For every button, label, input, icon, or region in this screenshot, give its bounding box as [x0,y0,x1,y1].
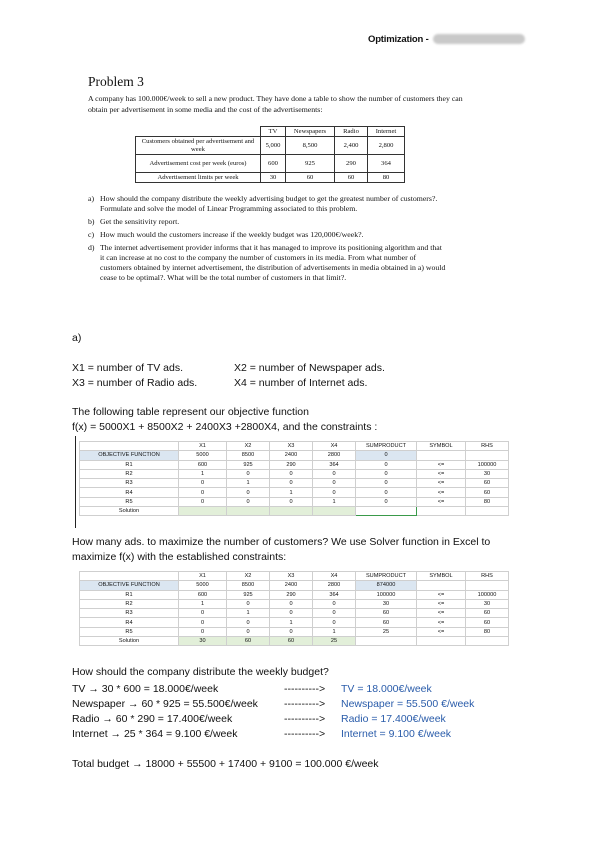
objective-intro: The following table represent our objective function [72,406,309,418]
table-cell: 100000 [466,460,509,469]
table-header: X2 [227,572,270,581]
table-cell: 1 [313,497,356,506]
objective-formula: f(x) = 5000X1 + 8500X2 + 2400X3 +2800X4, and the constraints : [72,421,378,433]
table-cell [80,572,179,581]
table-cell: 0 [356,469,417,478]
table-cell: 0 [313,488,356,497]
table-cell: 100000 [466,590,509,599]
table-cell: 1 [179,599,227,608]
table-cell: 60 [227,637,270,646]
table-cell: 2800 [313,581,356,590]
table-cell: 0 [356,479,417,488]
table-cell: 364 [313,590,356,599]
table-cell: 1 [179,469,227,478]
table-header: X4 [313,442,356,451]
table-cell: 25 [356,627,417,636]
table-row [80,618,509,627]
table-cell [417,581,466,590]
table-cell: 0 [313,599,356,608]
problem-title: Problem 3 [88,74,144,89]
table-cell: 0 [179,618,227,627]
table-cell: R3 [80,609,179,618]
arrow-internet: ----------> [284,728,326,740]
table-cell: 0 [270,627,313,636]
item-text: The internet advertisement provider informs that it has managed to improve its positioning algorithm and that it can increase at no cost to the company the number of customers in its media. From what number of customers obtained by internet advertisement, the distribution of advertisements in media obtained in a) would cease to be optimal?. What will be the total number of customers in that limit?. [100,243,446,282]
table-cell: 0 [227,488,270,497]
table-row [136,127,405,137]
table-cell: 364 [368,155,405,173]
table-cell [417,451,466,460]
table-cell: 1 [270,618,313,627]
table-cell: 100000 [356,590,417,599]
var-x4: X4 = number of Internet ads. [234,377,368,389]
table-header: RHS [466,442,509,451]
table-cell: <= [417,609,466,618]
table-cell: Customers obtained per advertisement and week [136,137,261,155]
table-header: X1 [179,442,227,451]
table-row [80,497,509,506]
table-cell [80,442,179,451]
table-cell: <= [417,618,466,627]
table-cell: 925 [227,590,270,599]
table-cell: 0 [179,488,227,497]
table-header: RHS [466,572,509,581]
table-cell: 2400 [270,581,313,590]
table-cell: 600 [179,460,227,469]
table-cell: 8,500 [286,137,335,155]
table-header: Radio [335,127,368,137]
table-cell [179,507,227,516]
table-cell: <= [417,488,466,497]
table-cell: <= [417,460,466,469]
table-cell: 0 [270,497,313,506]
table-cell: R3 [80,479,179,488]
item-text: How should the company distribute the weekly advertising budget to get the greatest number of customers?. Formulate and solve the model of Linear Programming associated to this problem. [100,194,438,213]
table-cell: 0 [313,618,356,627]
table-cell [313,507,356,516]
table-cell: 60 [466,618,509,627]
table-cell: 0 [179,479,227,488]
table-header: SYMBOL [417,442,466,451]
table-header: X3 [270,572,313,581]
table-cell: 25 [313,637,356,646]
table-row [80,609,509,618]
table-row [80,442,509,451]
table-cell: 60 [270,637,313,646]
table-row [80,469,509,478]
table-header: X1 [179,572,227,581]
table-cell: 290 [270,590,313,599]
table-cell: 290 [270,460,313,469]
table-cell: 5000 [179,451,227,460]
table-row [80,451,509,460]
table-cell: 0 [356,451,417,460]
table-row [136,137,405,155]
table-header: TV [261,127,286,137]
solver-intro-line1 [72,535,527,565]
list-item [88,217,448,227]
table-cell: 364 [313,460,356,469]
var-x2: X2 = number of Newspaper ads. [234,362,385,374]
table-cell: 60 [356,618,417,627]
table-cell: 0 [313,609,356,618]
table-row [80,572,509,581]
list-item [88,243,448,283]
table-cell: 60 [466,609,509,618]
table-cell: <= [417,497,466,506]
table-cell: OBJECTIVE FUNCTION [80,451,179,460]
table-cell: 2,400 [335,137,368,155]
calc-radio: Radio → 60 * 290 = 17.400€/week [72,713,233,725]
table-cell: <= [417,627,466,636]
problem-intro: A company has 100.000€/week to sell a new product. They have done a table to show the number of customers they can obtain per advertisement in some media and the cost of the advertisements: [88,94,463,114]
table-cell [466,507,509,516]
table-cell: 1 [227,609,270,618]
table-cell: 60 [286,173,335,183]
table-row [80,581,509,590]
table-cell: 0 [179,497,227,506]
table-cell [136,127,261,137]
result-tv: TV = 18.000€/week [341,683,432,695]
table-cell: 0 [227,599,270,608]
item-text: How much would the customers increase if the weekly budget was 120,000€/week?. [100,230,364,239]
table-cell: 1 [227,479,270,488]
table-header: X2 [227,442,270,451]
list-item [88,194,448,214]
table-cell: <= [417,590,466,599]
result-internet: Internet = 9.100 €/week [341,728,452,740]
excel-table-initial [79,441,509,516]
table-cell: 8500 [227,451,270,460]
table-cell: 0 [227,469,270,478]
table-row [80,627,509,636]
table-cell: 2,800 [368,137,405,155]
distribution-question: How should the company distribute the weekly budget? [72,666,329,678]
arrow-radio: ----------> [284,713,326,725]
table-cell: 30 [179,637,227,646]
list-item [88,230,448,240]
table-cell: 5000 [179,581,227,590]
table-cell: 1 [313,627,356,636]
page-header [368,34,525,45]
item-letter: c) [88,230,95,239]
table-cell: R1 [80,590,179,599]
table-cell [356,637,417,646]
table-cell: 0 [270,469,313,478]
table-cell: 600 [261,155,286,173]
table-cell: 8500 [227,581,270,590]
question-list [88,194,448,286]
table-cell [417,507,466,516]
table-header: X3 [270,442,313,451]
table-cell: <= [417,469,466,478]
table-cell: <= [417,599,466,608]
var-x3: X3 = number of Radio ads. [72,377,198,389]
table-cell: 60 [356,609,417,618]
table-cell: 600 [179,590,227,599]
calc-newspaper: Newspaper → 60 * 925 = 55.500€/week [72,698,258,710]
table-cell: 30 [356,599,417,608]
table-cell: R2 [80,599,179,608]
table-row [80,637,509,646]
table-cell: 0 [356,497,417,506]
table-cell: 874000 [356,581,417,590]
var-x1: X1 = number of TV ads. [72,362,183,374]
table-cell [270,507,313,516]
table-cell: 60 [466,479,509,488]
table-cell: 0 [227,618,270,627]
total-budget: Total budget → 18000 + 55500 + 17400 + 9100 = 100.000 €/week [72,758,379,770]
solver-intro: How many ads. to maximize the number of customers? We use Solver function in Excel to maximize f(x) with the established constraints: [72,536,491,563]
calc-internet: Internet → 25 * 364 = 9.100 €/week [72,728,238,740]
table-cell: 0 [227,497,270,506]
table-cell [356,507,417,516]
table-cell: 2800 [313,451,356,460]
table-row [80,599,509,608]
problem-table [135,126,405,183]
table-cell: 30 [466,599,509,608]
table-header: SYMBOL [417,572,466,581]
table-cell [466,637,509,646]
table-cell: 5,000 [261,137,286,155]
table-row [80,488,509,497]
table-cell: 2400 [270,451,313,460]
table-cell: R1 [80,460,179,469]
table-cell: 0 [227,627,270,636]
table-cell: R5 [80,627,179,636]
table-cell: 0 [179,627,227,636]
table-cell: R4 [80,618,179,627]
item-text: Get the sensitivity report. [100,217,180,226]
header-title: Optimization - [368,34,429,45]
redacted-text [433,34,525,44]
table-cell [466,581,509,590]
table-cell: R5 [80,497,179,506]
table-cell: 0 [313,479,356,488]
calc-tv: TV → 30 * 600 = 18.000€/week [72,683,219,695]
table-row [80,590,509,599]
table-cell: 925 [286,155,335,173]
answer-section-label: a) [72,332,82,344]
table-cell: 60 [466,488,509,497]
table-cell: 925 [227,460,270,469]
table-cell: 0 [270,609,313,618]
table-cell: 0 [356,460,417,469]
table-cell: 60 [335,173,368,183]
table-cell: 1 [270,488,313,497]
table-cell [227,507,270,516]
table-cell: 30 [466,469,509,478]
table-cell: Advertisement cost per week (euros) [136,155,261,173]
table-cell: <= [417,479,466,488]
table-cell: 0 [179,609,227,618]
table-cell [466,451,509,460]
item-letter: d) [88,243,95,252]
table-row [80,507,509,516]
table-cell: 80 [466,497,509,506]
table-cell: Advertisement limits per week [136,173,261,183]
table-header: SUMPRODUCT [356,442,417,451]
table-cell: R2 [80,469,179,478]
table-cell: 0 [270,599,313,608]
result-newspaper: Newspaper = 55.500 €/week [341,698,475,710]
arrow-tv: ----------> [284,683,326,695]
table-cell [417,637,466,646]
table-header: X4 [313,572,356,581]
table-header: Newspapers [286,127,335,137]
table-cell: 290 [335,155,368,173]
table-row [80,460,509,469]
table-cell: 80 [368,173,405,183]
table-row [80,479,509,488]
result-radio: Radio = 17.400€/week [341,713,446,725]
table-row [136,173,405,183]
table-cell: 0 [270,479,313,488]
table-cell: R4 [80,488,179,497]
excel-table-solved [79,571,509,646]
table-header: SUMPRODUCT [356,572,417,581]
item-letter: b) [88,217,95,226]
table-cell: 80 [466,627,509,636]
table-cell: Solution [80,507,179,516]
table-cell: Solution [80,637,179,646]
table-cell: 0 [356,488,417,497]
item-letter: a) [88,194,95,203]
arrow-newspaper: ----------> [284,698,326,710]
table-cell: 0 [313,469,356,478]
table-row [136,155,405,173]
table-header: Internet [368,127,405,137]
margin-line [75,436,76,528]
table-cell: 30 [261,173,286,183]
table-cell: OBJECTIVE FUNCTION [80,581,179,590]
